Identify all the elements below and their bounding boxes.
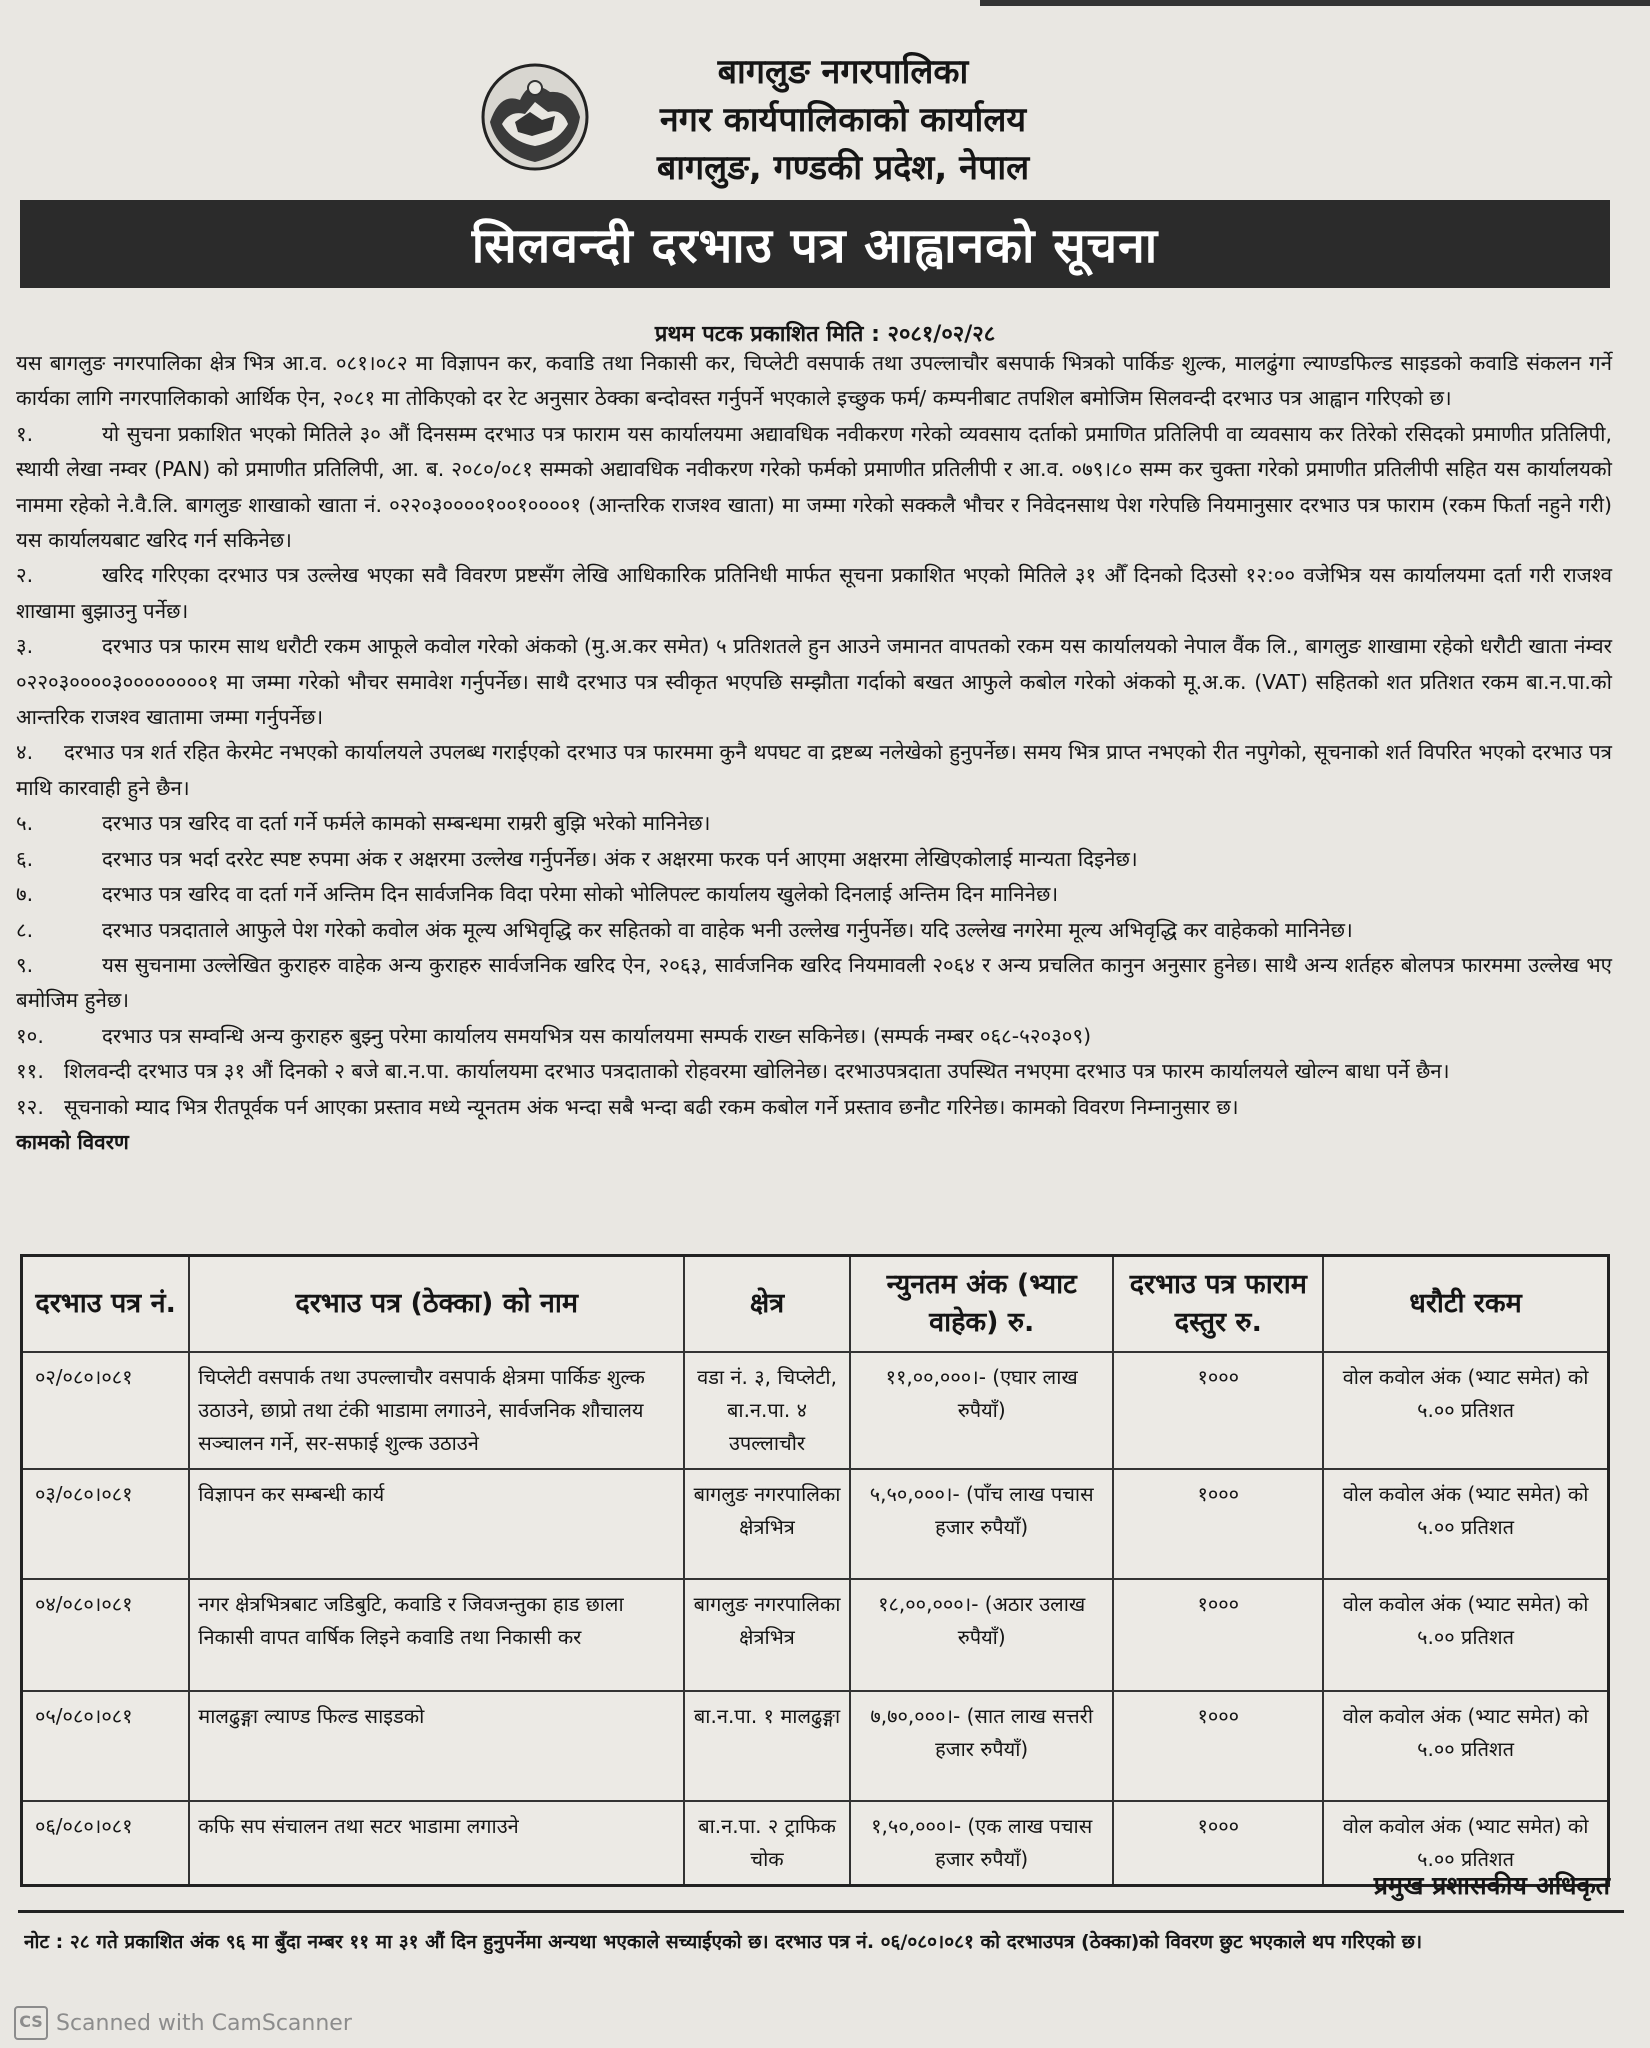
cell-area: बागलुङ नगरपालिका क्षेत्रभित्र bbox=[684, 1579, 850, 1691]
cell-form-fee: १००० bbox=[1113, 1801, 1323, 1886]
cell-number: ०४/०८०।०८१ bbox=[22, 1579, 190, 1691]
item-text: दरभाउ पत्र खरिद वा दर्ता गर्ने अन्तिम दिन सार्वजनिक विदा परेमा सोको भोलिपल्ट कार्यालय खुलेको दिनलाई अन्तिम दिन मानिनेछ। bbox=[102, 882, 1059, 907]
item-number: ८. bbox=[16, 917, 34, 942]
item-number: ७. bbox=[16, 882, 34, 907]
org-name: बागलुङ नगरपालिका bbox=[717, 52, 969, 92]
list-item bbox=[16, 1090, 1612, 1125]
scanner-watermark bbox=[14, 2006, 352, 2040]
item-text: यस सुचनामा उल्लेखित कुराहरु वाहेक अन्य कुराहरु सार्वजनिक खरिद ऐन, २०६३, सार्वजनिक खरिद नियमावली २०६४ र अन्य प्रचलित कानुन अनुसार हुनेछ। साथै अन्य शर्तहरु बोलपत्र फारममा उल्लेख भए बमोजिम हुनेछ। bbox=[16, 952, 1612, 1013]
list-item bbox=[16, 735, 1612, 806]
list-item bbox=[16, 417, 1612, 559]
signatory-title: प्रमुख प्रशासकीय अधिकृत bbox=[1373, 1871, 1610, 1900]
col-header-deposit: धरौटी रकम bbox=[1323, 1256, 1608, 1353]
cell-min-amount: ७,७०,०००।- (सात लाख सत्तरी हजार रुपैयाँ) bbox=[850, 1691, 1114, 1801]
cell-deposit: वोल कवोल अंक (भ्याट समेत) को ५.०० प्रतिशत bbox=[1323, 1691, 1608, 1801]
list-item bbox=[16, 1019, 1612, 1054]
list-item bbox=[16, 948, 1612, 1019]
item-text: सूचनाको म्याद भित्र रीतपूर्वक पर्न आएका प्रस्ताव मध्ये न्यूनतम अंक भन्दा सबै भन्दा बढी रकम कबोल गर्ने प्रस्ताव छनौट गरिनेछ। कामको विवरण निम्नानुसार छ। bbox=[64, 1094, 1239, 1119]
cell-min-amount: ५,५०,०००।- (पाँच लाख पचास हजार रुपैयाँ) bbox=[850, 1469, 1114, 1579]
list-item bbox=[16, 558, 1612, 629]
work-details-heading: कामको विवरण bbox=[16, 1129, 129, 1154]
item-number: ९. bbox=[16, 952, 34, 977]
table-row bbox=[22, 1352, 1609, 1469]
table-header-row bbox=[22, 1256, 1609, 1353]
cell-deposit: वोल कवोल अंक (भ्याट समेत) को ५.०० प्रतिशत bbox=[1323, 1579, 1608, 1691]
list-item bbox=[16, 1054, 1612, 1089]
cell-number: ०३/०८०।०८१ bbox=[22, 1469, 190, 1579]
item-text: दरभाउ पत्र भर्दा दररेट स्पष्ट रुपमा अंक र अक्षरमा उल्लेख गर्नुपर्नेछ। अंक र अक्षरमा फरक पर्न आएमा अक्षरमा लेखिएकोलाई मान्यता दिइनेछ। bbox=[102, 846, 1138, 871]
list-item bbox=[16, 842, 1612, 877]
notice-title: सिलवन्दी दरभाउ पत्र आह्वानको सूचना bbox=[471, 217, 1159, 274]
item-text: दरभाउ पत्र सम्वन्धि अन्य कुराहरु बुझ्नु परेमा कार्यालय समयभित्र यस कार्यालयमा सम्पर्क राख्न सकिनेछ। (सम्पर्क नम्बर ०६८-५२०३०९) bbox=[102, 1023, 1092, 1048]
cell-area: बा.न.पा. १ मालढुङ्गा bbox=[684, 1691, 850, 1801]
col-header-name: दरभाउ पत्र (ठेक्का) को नाम bbox=[189, 1256, 684, 1353]
government-emblem-icon bbox=[480, 62, 590, 172]
item-text: यो सुचना प्रकाशित भएको मितिले ३० औं दिनसम्म दरभाउ पत्र फाराम यस कार्यालयमा अद्यावधिक नवीकरण गरेको व्यवसाय दर्ताको प्रमाणित प्रतिलिपी वा व्यवसाय कर तिरेको रसिदको प्रमाणीत प्रतिलिपी, स्थायी लेखा नम्वर (PAN) को प्रमाणीत प्रतिलिपी, आ. ब. २०८०/०८१ सम्मको अद्यावधिक नवीकरण गरेको फर्मको प्रमाणीत प्रतिलीपी र आ.व. ०७९।८० सम्म कर चुक्ता गरेको प्रमाणीत प्रतिलीपी सहित यस कार्यालयको नाममा रहेको ने.वै.लि. बागलुङ शाखाको खाता नं. ०२२०३००००१००१००००१ (आन्तरिक राजश्व खाता) मा जम्मा गरेको सक्कलै भौचर र निवेदनसाथ पेश गरेपछि नियमानुसार दरभाउ पत्र फाराम (रकम फिर्ता नहुने गरी) यस कार्यालयबाट खरिद गर्न सकिनेछ। bbox=[16, 421, 1612, 553]
item-text: शिलवन्दी दरभाउ पत्र ३१ औं दिनको २ बजे बा.न.पा. कार्यालयमा दरभाउ पत्रदाताको रोहवरमा खोलिनेछ। दरभाउपत्रदाता उपस्थित नभएमा दरभाउ पत्र फारम कार्यालयले खोल्न बाधा पर्ने छैन। bbox=[64, 1059, 1450, 1084]
item-number: ११. bbox=[16, 1059, 44, 1084]
list-item bbox=[16, 877, 1612, 912]
cell-form-fee: १००० bbox=[1113, 1691, 1323, 1801]
cell-form-fee: १००० bbox=[1113, 1579, 1323, 1691]
footnote: नोट : २८ गते प्रकाशित अंक ९६ मा बुँदा नम्बर ११ मा ३१ औं दिन हुनुपर्नेमा अन्यथा भएकाले सच्याईएको छ। दरभाउ पत्र नं. ०६/०८०।०८१ को दरभाउपत्र (ठेक्का)को विवरण छुट भएकाले थप गरिएको छ। bbox=[24, 1931, 1423, 1953]
cell-name: विज्ञापन कर सम्बन्धी कार्य bbox=[189, 1469, 684, 1579]
item-number: १. bbox=[16, 421, 34, 446]
list-item bbox=[16, 806, 1612, 841]
item-number: १२. bbox=[16, 1094, 44, 1119]
cell-deposit: वोल कवोल अंक (भ्याट समेत) को ५.०० प्रतिशत bbox=[1323, 1801, 1608, 1886]
col-header-number: दरभाउ पत्र नं. bbox=[22, 1256, 190, 1353]
cell-name: चिप्लेटी वसपार्क तथा उपल्लाचौर वसपार्क क्षेत्रमा पार्किङ शुल्क उठाउने, छाप्रो तथा टंकी भाडामा लगाउने, सार्वजनिक शौचालय सञ्चालन गर्ने, सर-सफाई शुल्क उठाउने bbox=[189, 1352, 684, 1469]
table-row bbox=[22, 1469, 1609, 1579]
cell-name: मालढुङ्गा ल्याण्ड फिल्ड साइडको bbox=[189, 1691, 684, 1801]
item-text: दरभाउ पत्र फारम साथ धरौटी रकम आफूले कवोल गरेको अंकको (मु.अ.कर समेत) ५ प्रतिशतले हुन आउने जमानत वापतको रकम यस कार्यालयको नेपाल वैंक लि., बागलुङ शाखामा रहेको धरौटी खाता नंम्वर ०२२०३००००३००००००००१ मा जम्मा गरेको भौचर समावेश गर्नुपर्नेछ। साथै दरभाउ पत्र स्वीकृत भएपछि सम्झौता गर्दाको बखत आफुले कबोल गरेको अंकको मू.अ.क. (VAT) सहितको शत प्रतिशत रकम बा.न.पा.को आन्तरिक राजश्व खातामा जम्मा गर्नुपर्नेछ। bbox=[16, 634, 1612, 730]
item-text: दरभाउ पत्रदाताले आफुले पेश गरेको कवोल अंक मूल्य अभिवृद्धि कर सहितको वा वाहेक भनी उल्लेख गर्नुपर्नेछ। यदि उल्लेख नगरेमा मूल्य अभिवृद्धि कर वाहेकको मानिनेछ। bbox=[102, 917, 1353, 942]
intro-paragraph: यस बागलुङ नगरपालिका क्षेत्र भित्र आ.व. ०८१।०८२ मा विज्ञापन कर, कवाडि तथा निकासी कर, चिप्लेटी वसपार्क तथा उपल्लाचौर बसपार्क भित्रको पार्किङ शुल्क, मालढुंगा ल्याण्डफिल्ड साइडको कवाडि संकलन गर्ने कार्यका लागि नगरपालिकाको आर्थिक ऐन, २०८१ मा तोकिएको दर रेट अनुसार ठेक्का बन्दोवस्त गर्नुपर्ने भएकाले इच्छुक फर्म/ कम्पनीबाट तपशिल बमोजिम सिलवन्दी दरभाउ पत्र आह्वान गरिएको छ। bbox=[16, 351, 1612, 411]
item-number: ५. bbox=[16, 811, 34, 836]
item-number: ४. bbox=[16, 740, 34, 765]
publication-date: प्रथम पटक प्रकाशित मिति : २०८१/०२/२८ bbox=[654, 322, 996, 347]
cell-name: कफि सप संचालन तथा सटर भाडामा लगाउने bbox=[189, 1801, 684, 1886]
item-text: खरिद गरिएका दरभाउ पत्र उल्लेख भएका सवै विवरण प्रष्टसँग लेखि आधिकारिक प्रतिनिधी मार्फत सूचना प्रकाशित भएको मितिले ३१ औँ दिनको दिउसो १२:०० वजेभित्र यस कार्यालयमा दर्ता गरी राजश्व शाखामा बुझाउनु पर्नेछ। bbox=[16, 563, 1612, 623]
cell-number: ०५/०८०।०८१ bbox=[22, 1691, 190, 1801]
note-divider bbox=[18, 1910, 1624, 1913]
cell-area: बागलुङ नगरपालिका क्षेत्रभित्र bbox=[684, 1469, 850, 1579]
item-text: दरभाउ पत्र शर्त रहित केरमेट नभएको कार्यालयले उपलब्ध गराईएको दरभाउ पत्र फारममा कुनै थपघट वा द्रष्टब्य नलेखेको हुनुपर्नेछ। समय भित्र प्राप्त नभएको रीत नपुगेको, सूचनाको शर्त विपरित भएको दरभाउ पत्र माथि कारवाही हुने छैन। bbox=[16, 740, 1612, 800]
letterhead bbox=[480, 48, 1040, 198]
table-row bbox=[22, 1801, 1609, 1886]
cell-number: ०६/०८०।०८१ bbox=[22, 1801, 190, 1886]
top-edge-line bbox=[980, 0, 1650, 6]
notice-body bbox=[16, 346, 1612, 1160]
cell-area: बा.न.पा. २ ट्राफिक चोक bbox=[684, 1801, 850, 1886]
col-header-min-amount: न्युनतम अंक (भ्याट वाहेक) रु. bbox=[850, 1256, 1114, 1353]
item-number: ६. bbox=[16, 846, 34, 871]
work-details-table bbox=[20, 1254, 1610, 1887]
watermark-text: Scanned with CamScanner bbox=[56, 2010, 352, 2036]
col-header-form-fee: दरभाउ पत्र फाराम दस्तुर रु. bbox=[1113, 1256, 1323, 1353]
cell-form-fee: १००० bbox=[1113, 1469, 1323, 1579]
table-row bbox=[22, 1579, 1609, 1691]
cell-min-amount: १८,००,०००।- (अठार उलाख रुपैयाँ) bbox=[850, 1579, 1114, 1691]
cell-min-amount: ११,००,०००।- (एघार लाख रुपैयाँ) bbox=[850, 1352, 1114, 1469]
cell-number: ०२/०८०।०८१ bbox=[22, 1352, 190, 1469]
cell-deposit: वोल कवोल अंक (भ्याट समेत) को ५.०० प्रतिशत bbox=[1323, 1469, 1608, 1579]
cell-name: नगर क्षेत्रभित्रबाट जडिबुटि, कवाडि र जिवजन्तुका हाड छाला निकासी वापत वार्षिक लिइने कवाडि तथा निकासी कर bbox=[189, 1579, 684, 1691]
item-text: दरभाउ पत्र खरिद वा दर्ता गर्ने फर्मले कामको सम्बन्धमा राम्ररी बुझि भरेको मानिनेछ। bbox=[102, 811, 711, 836]
camscanner-logo-icon: CS bbox=[14, 2006, 48, 2040]
office-address: बागलुङ, गण्डकी प्रदेश, नेपाल bbox=[656, 148, 1030, 188]
notice-title-banner bbox=[20, 200, 1610, 288]
cell-area: वडा नं. ३, चिप्लेटी, बा.न.पा. ४ उपल्लाचौर bbox=[684, 1352, 850, 1469]
office-name: नगर कार्यपालिकाको कार्यालय bbox=[659, 100, 1027, 140]
col-header-area: क्षेत्र bbox=[684, 1256, 850, 1353]
item-number: २. bbox=[16, 563, 34, 588]
list-item bbox=[16, 629, 1612, 735]
item-number: ३. bbox=[16, 634, 34, 659]
cell-form-fee: १००० bbox=[1113, 1352, 1323, 1469]
cell-deposit: वोल कवोल अंक (भ्याट समेत) को ५.०० प्रतिशत bbox=[1323, 1352, 1608, 1469]
list-item bbox=[16, 913, 1612, 948]
table-row bbox=[22, 1691, 1609, 1801]
cell-min-amount: १,५०,०००।- (एक लाख पचास हजार रुपैयाँ) bbox=[850, 1801, 1114, 1886]
item-number: १०. bbox=[16, 1023, 44, 1048]
